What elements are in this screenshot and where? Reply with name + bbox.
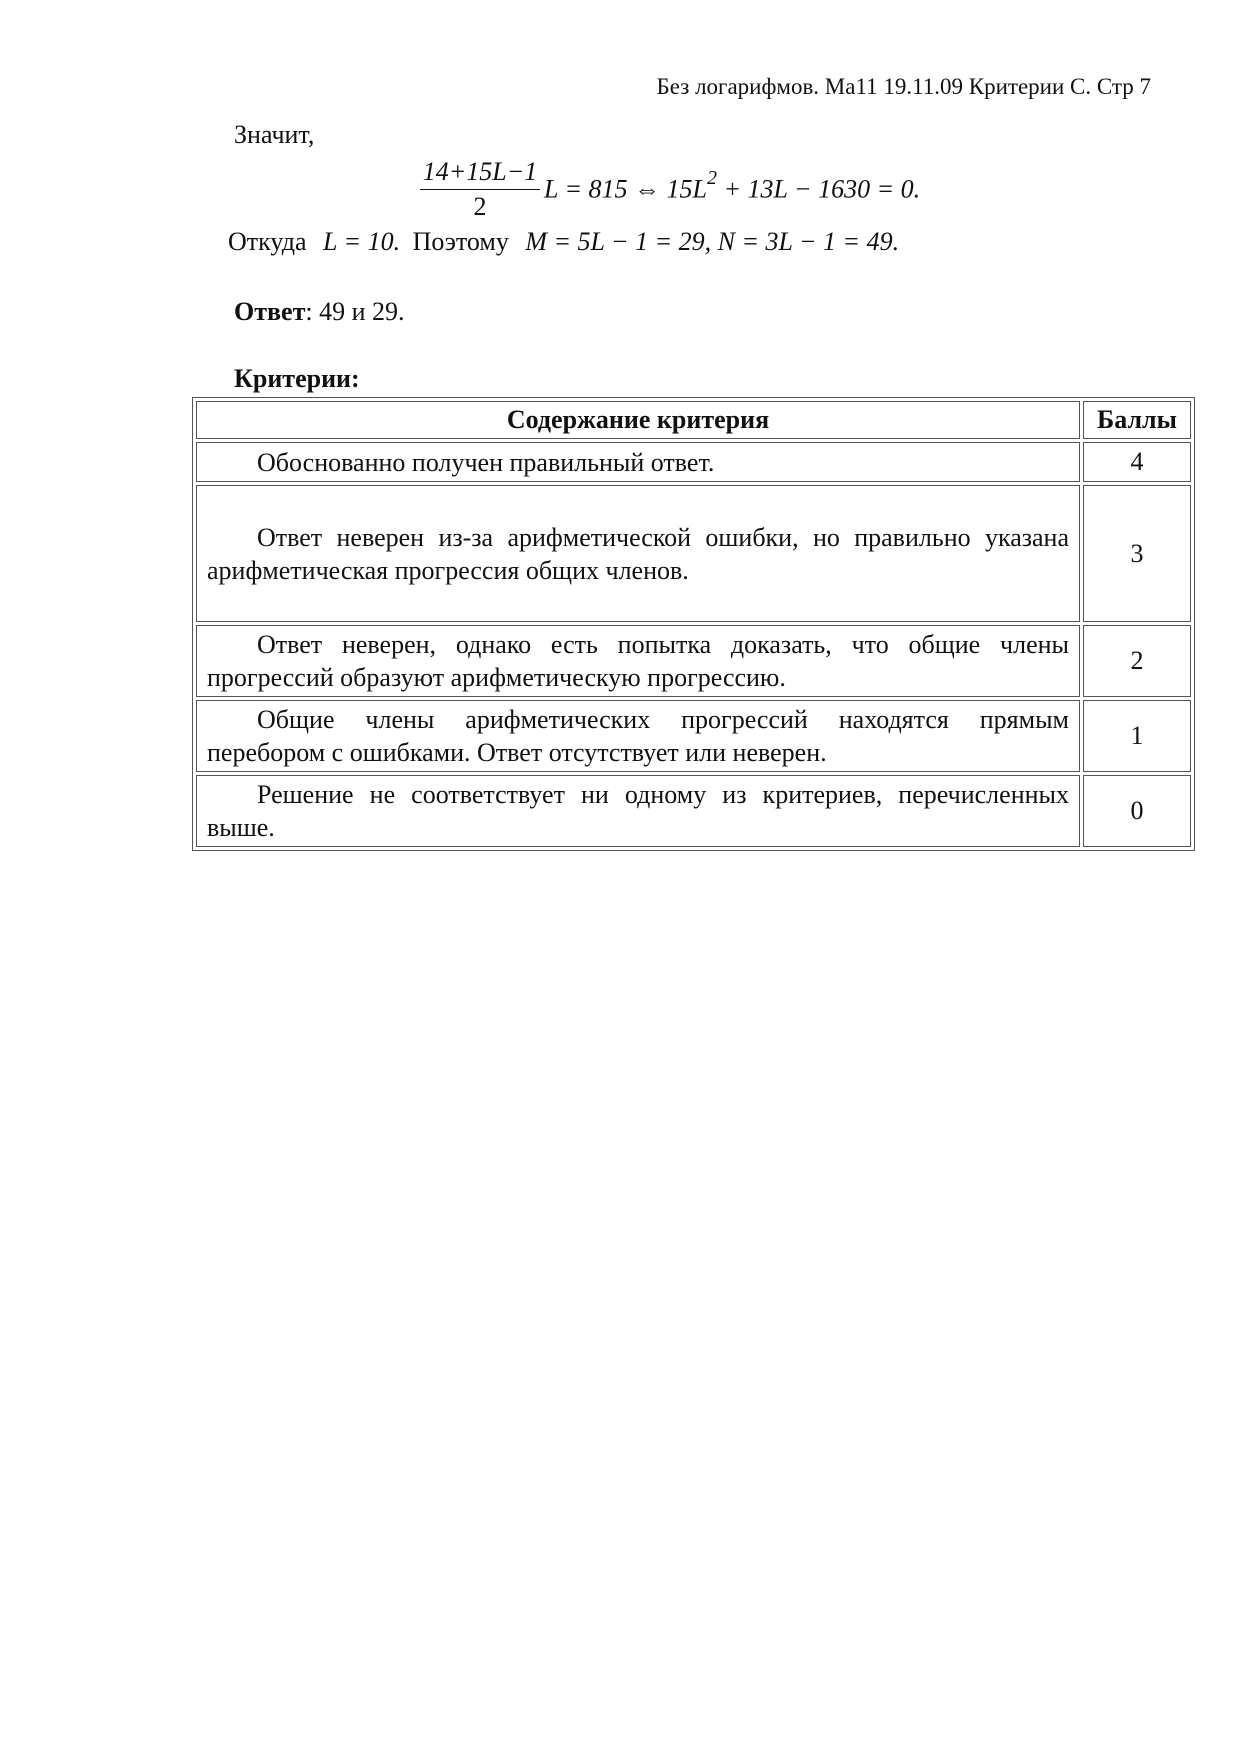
criterion-text: Решение не соответствует ни одному из критериев, перечисленных выше. (196, 775, 1080, 847)
equation-part-1: L = 815 ⇔ 15L (544, 174, 707, 204)
criterion-points: 0 (1083, 775, 1191, 847)
table-row (196, 700, 1191, 772)
criterion-points: 1 (1083, 700, 1191, 772)
equation-part-2: + 13L − 1630 = 0. (717, 174, 921, 204)
criterion-points: 3 (1083, 485, 1191, 622)
equation-fraction (420, 157, 540, 224)
table-row (196, 442, 1191, 482)
criterion-text: Общие члены арифметических прогрессий находятся прямым перебором с ошибками. Ответ отсутствует или неверен. (196, 700, 1080, 772)
criterion-points: 4 (1083, 442, 1191, 482)
table-header-row (196, 401, 1191, 439)
fraction-numerator: 14+15L−1 (420, 157, 540, 190)
table-row (196, 775, 1191, 847)
criterion-text: Обоснованно получен правильный ответ. (196, 442, 1080, 482)
answer-label: Ответ (234, 297, 306, 326)
therefore-label: Поэтому (412, 227, 509, 256)
column-header-points: Баллы (1083, 401, 1191, 439)
equation-exponent: 2 (707, 167, 717, 189)
table-row (196, 485, 1191, 622)
page-header: Без логарифмов. Ма11 19.11.09 Критерии С. Стр 7 (656, 74, 1151, 99)
therefore-value: M = 5L − 1 = 29, N = 3L − 1 = 49. (525, 227, 900, 256)
whence-line (228, 227, 899, 257)
whence-value: L = 10. (323, 227, 401, 256)
table-row (196, 625, 1191, 697)
equation-rest (544, 167, 921, 205)
column-header-content: Содержание критерия (196, 401, 1080, 439)
criterion-points: 2 (1083, 625, 1191, 697)
criteria-heading: Критерии: (234, 364, 360, 393)
answer-line (234, 297, 405, 327)
criteria-table (192, 397, 1195, 851)
answer-text: : 49 и 29. (305, 297, 405, 326)
whence-label: Откуда (228, 227, 307, 256)
intro-text: Значит, (234, 120, 315, 149)
criterion-text: Ответ неверен из-за арифметической ошибки, но правильно указана арифметическая прогрессия общих членов. (196, 485, 1080, 622)
criterion-text: Ответ неверен, однако есть попытка доказать, что общие члены прогрессий образуют арифметическую прогрессию. (196, 625, 1080, 697)
fraction-denominator: 2 (473, 192, 487, 221)
